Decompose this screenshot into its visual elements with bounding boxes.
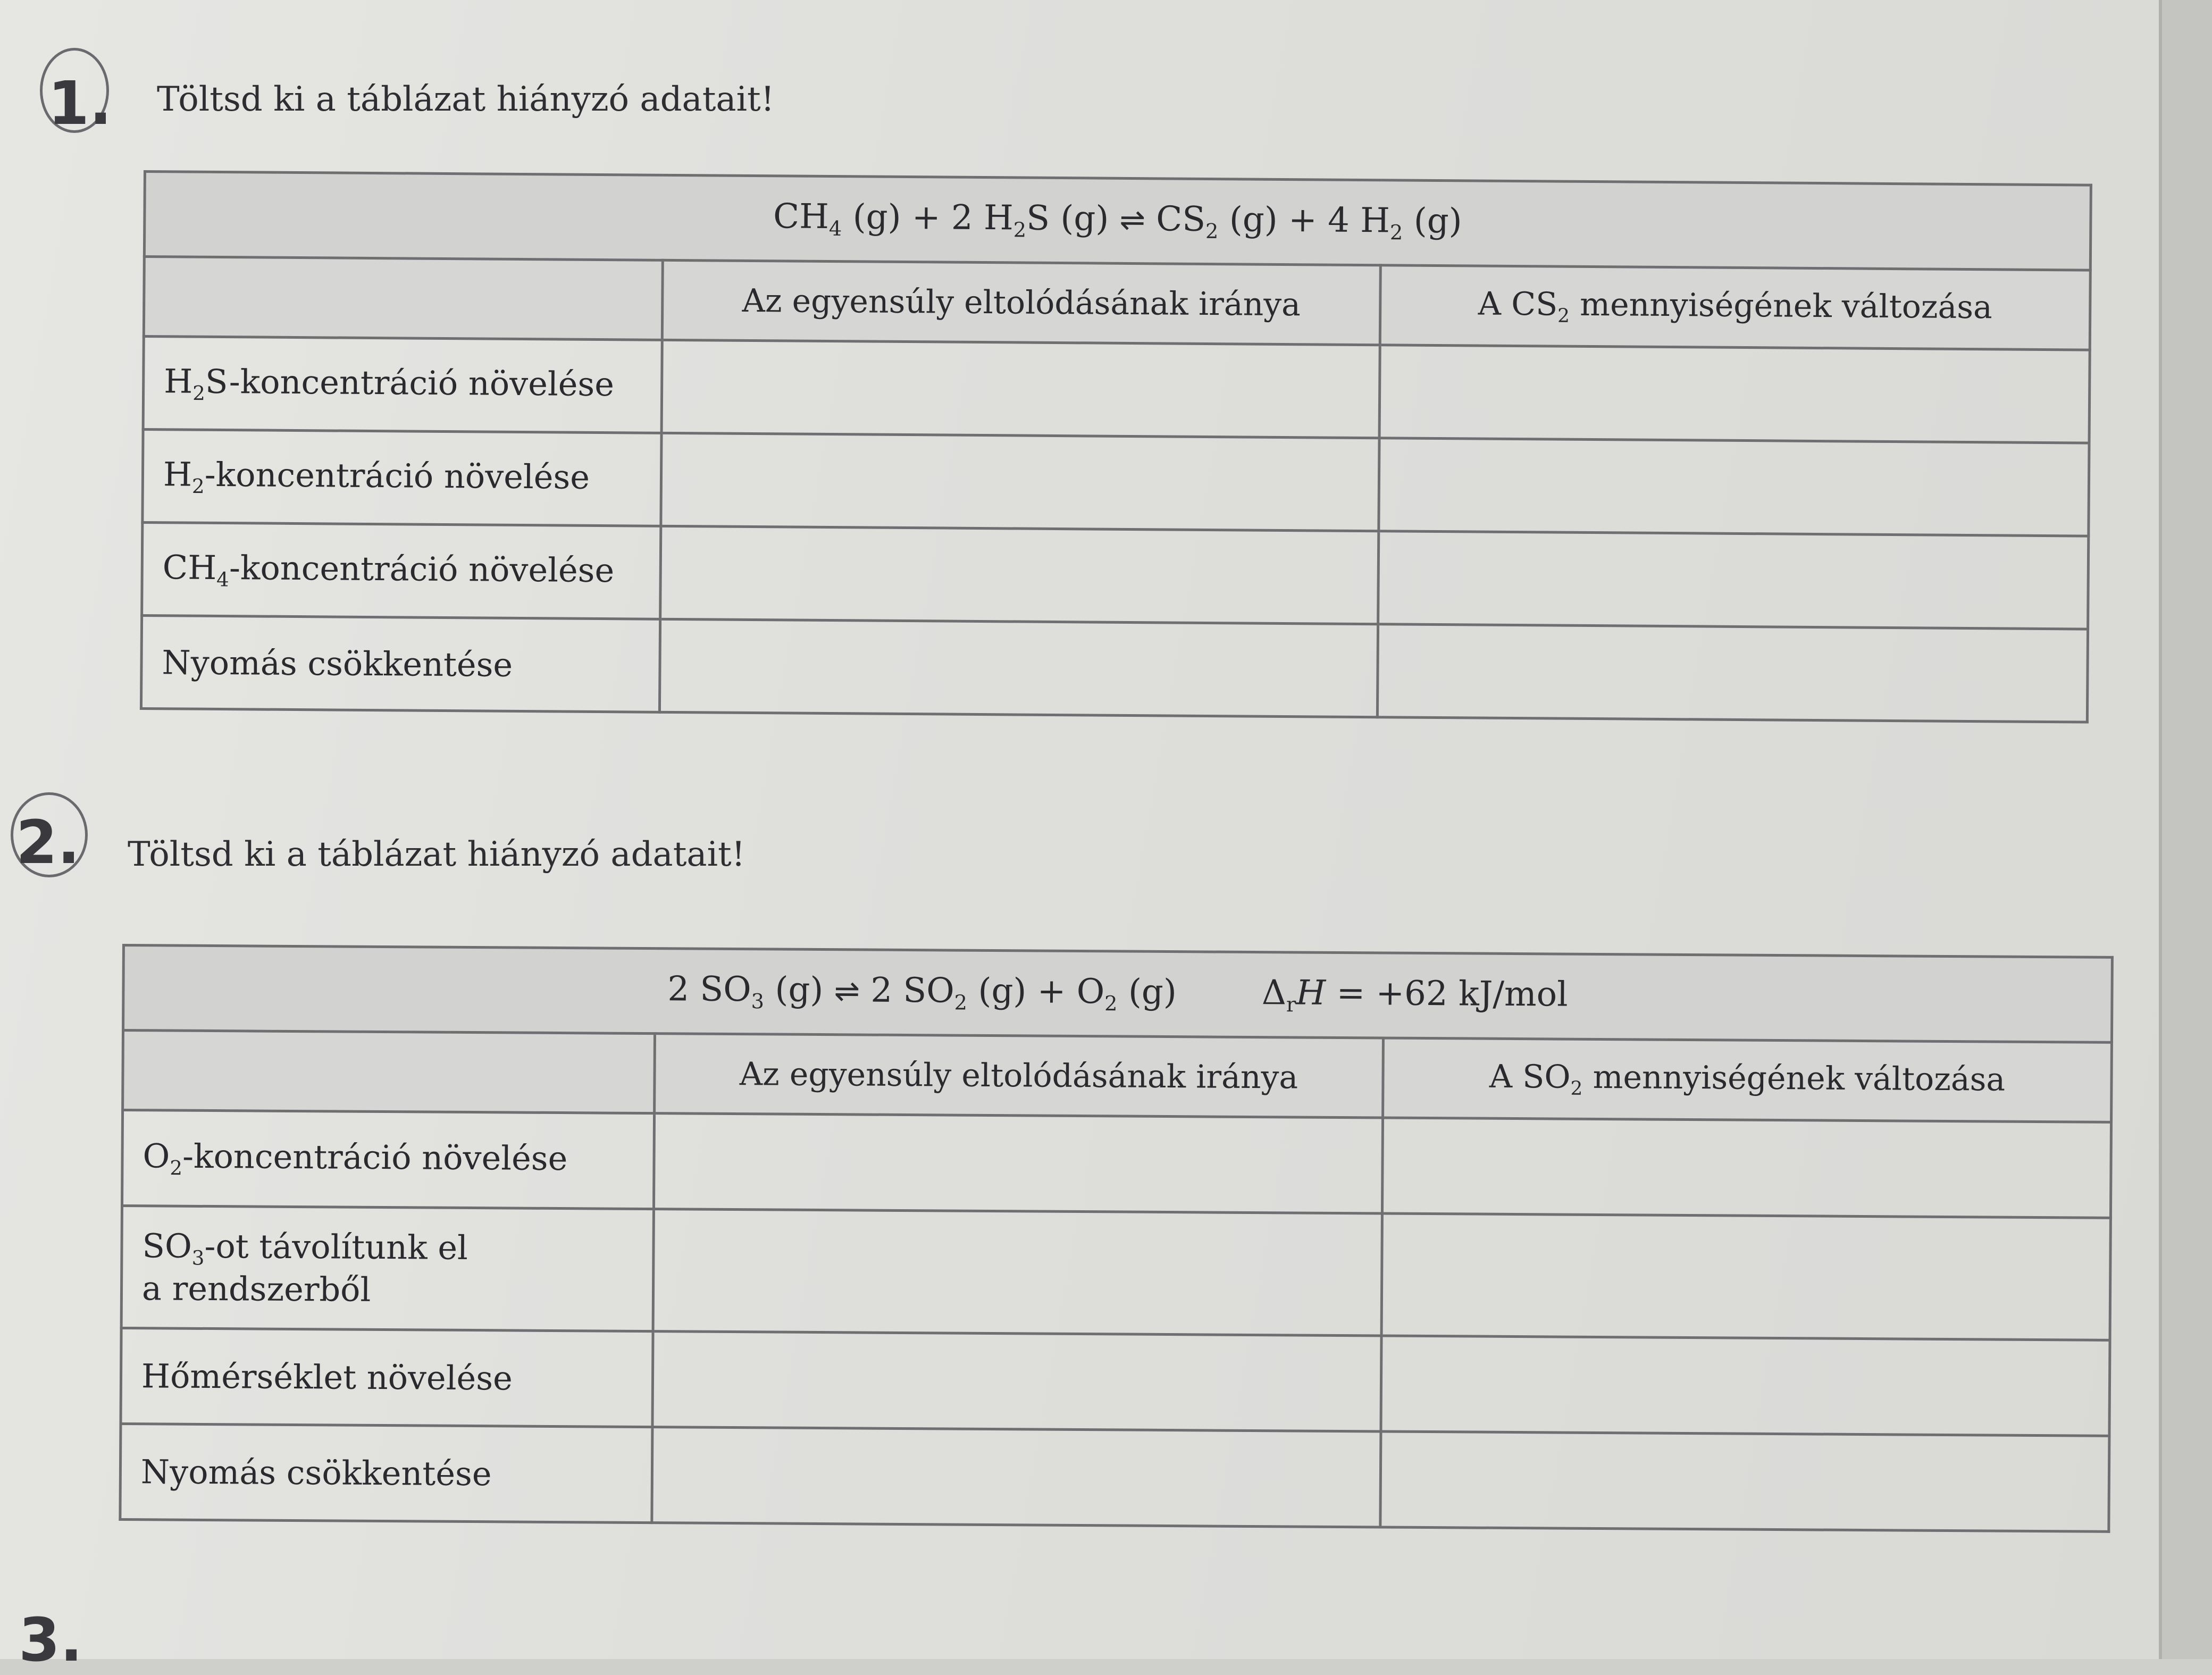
equilibrium-arrow-icon: ⇌ xyxy=(1119,202,1146,238)
page-edge xyxy=(2159,0,2212,1659)
task-1-row-3-direction-cell[interactable] xyxy=(660,526,1379,624)
task-2-row-label: Nyomás csökkentése xyxy=(120,1423,652,1522)
task-1-row-label: $CH_4$-koncentráció növelése xyxy=(142,523,661,619)
task-1-row-label: $H_2$-koncentráció növelése xyxy=(143,430,661,526)
task-1-number: 1. xyxy=(48,69,112,138)
task-1-col-change: A $CS_2$ mennyiségének változása xyxy=(1380,265,2090,350)
task-2-equation: 2 $SO_3$ (g) ⇌ 2 $SO_2$ $(g) + O_2$ (g) $\Delta_rH = +62$ kJ/mol xyxy=(123,945,2113,1043)
task-1-instruction: Töltsd ki a táblázat hiányzó adatait! xyxy=(157,80,775,119)
task-2-row-3-direction-cell[interactable] xyxy=(652,1331,1381,1431)
task-3-number: 3. xyxy=(19,1606,83,1675)
task-1-row-label: $H_2S$-koncentráció növelése xyxy=(143,337,662,433)
task-2-row-4-direction-cell[interactable] xyxy=(652,1427,1381,1527)
task-2-row-3-change-cell[interactable] xyxy=(1381,1336,2110,1436)
task-2-row-4-change-cell[interactable] xyxy=(1380,1431,2109,1531)
task-2-row-label: $O_2$-koncentráció növelése xyxy=(122,1110,654,1209)
task-1-row-2-change-cell[interactable] xyxy=(1379,438,2089,536)
task-1-corner-cell xyxy=(144,257,663,340)
task-2-instruction: Töltsd ki a táblázat hiányzó adatait! xyxy=(128,835,745,874)
task-1-row-1-change-cell[interactable] xyxy=(1379,345,2090,443)
task-2-col-direction: Az egyensúly eltolódásának iránya xyxy=(655,1034,1384,1118)
task-1-row-2-direction-cell[interactable] xyxy=(661,433,1379,531)
task-1-row-1-direction-cell[interactable] xyxy=(661,340,1380,438)
task-2-number: 2. xyxy=(16,808,80,877)
task-2-row-1-change-cell[interactable] xyxy=(1382,1118,2111,1218)
equilibrium-arrow-icon: ⇌ xyxy=(834,973,860,1009)
task-2-row-2-change-cell[interactable] xyxy=(1381,1213,2110,1340)
task-2-row-1-direction-cell[interactable] xyxy=(653,1113,1382,1213)
task-2-row-label: $SO_3-ot$ távolítunk el a rendszerből xyxy=(121,1206,653,1331)
task-1-table xyxy=(140,170,2092,724)
task-1-equation: $CH_4$ (g) + 2 $H_2S$ (g) ⇌ $CS_2$ (g) + 4 $H_2$ (g) xyxy=(144,172,2091,271)
task-2-table xyxy=(119,944,2114,1533)
task-1-col-direction: Az egyensúly eltolódásának iránya xyxy=(662,260,1380,345)
task-1-row-4-change-cell[interactable] xyxy=(1377,624,2088,722)
task-2-row-2-direction-cell[interactable] xyxy=(653,1209,1382,1336)
task-2-corner-cell xyxy=(123,1031,655,1113)
task-2-col-change: A $SO_2$ mennyiségének változása xyxy=(1383,1038,2112,1122)
task-2-row-label: Hőmérséklet növelése xyxy=(121,1328,653,1427)
task-1-row-label: Nyomás csökkentése xyxy=(141,615,660,712)
task-1-row-4-direction-cell[interactable] xyxy=(659,619,1378,717)
task-1-row-3-change-cell[interactable] xyxy=(1378,531,2089,629)
